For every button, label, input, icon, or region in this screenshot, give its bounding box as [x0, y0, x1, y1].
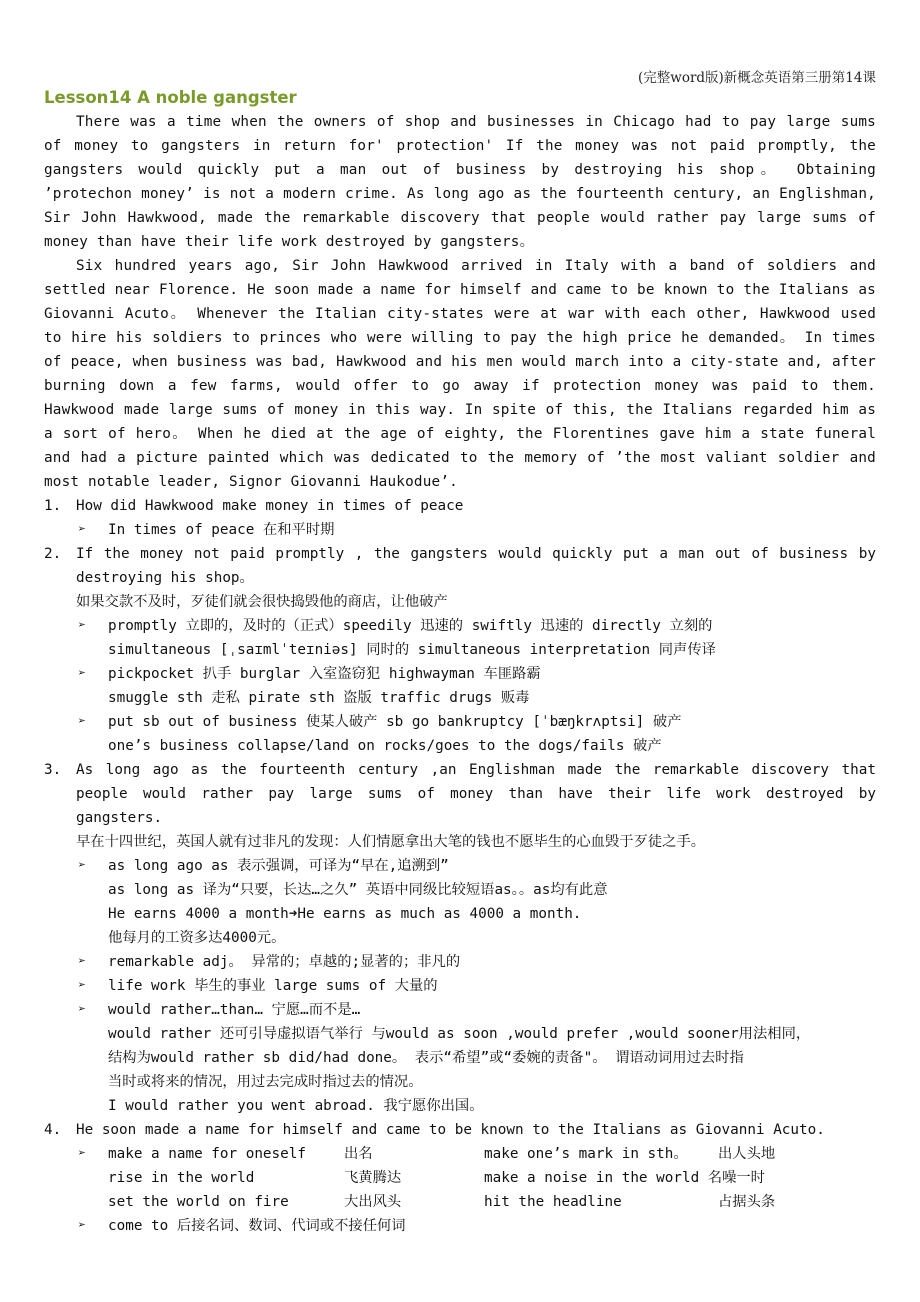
- question-number: 2.: [44, 546, 62, 562]
- phrase: set the world on fire: [108, 1194, 289, 1210]
- phrase: make a name for oneself: [108, 1146, 306, 1162]
- bullet-item: [44, 710, 876, 758]
- bullet-text: simultaneous [ˌsaɪmlˈteɪniəs] 同时的 simultaneous interpretation 同声传译: [108, 642, 716, 658]
- bullet-item: [44, 662, 876, 710]
- arrow-bullet-icon: ➢: [78, 858, 86, 873]
- bullet-item: [44, 854, 876, 950]
- document-header: (完整word版)新概念英语第三册第14课: [638, 70, 876, 86]
- bullet-item: [44, 1142, 876, 1214]
- question-text: How did Hawkwood make money in times of peace: [76, 498, 464, 514]
- phrase-meaning: 占据头条: [718, 1194, 776, 1210]
- bullet-text: He earns 4000 a month➜He earns as much as 4000 a month.: [108, 906, 582, 922]
- arrow-bullet-icon: ➢: [78, 618, 86, 633]
- question-4: [44, 1118, 876, 1142]
- question-text: He soon made a name for himself and came to be known to the Italians as Giovanni Acuto.: [76, 1122, 825, 1138]
- bullet-item: [44, 974, 876, 998]
- phrase: rise in the world: [108, 1170, 255, 1186]
- bullet-item: [44, 998, 876, 1118]
- phrase-meaning: 出人头地: [718, 1146, 776, 1162]
- bullet-text: would rather 还可引导虚拟语气举行 与would as soon ,would prefer ,would sooner用法相同，: [108, 1026, 811, 1042]
- bullet-text: smuggle sth 走私 pirate sth 盗版 traffic drugs 贩毒: [108, 690, 530, 706]
- bullet-item: [44, 1214, 876, 1238]
- question-2: [44, 542, 876, 614]
- bullet-text: as long as 译为“只要，长达…之久” 英语中同级比较短语as。。as均有此意: [108, 882, 608, 898]
- translation-text: 如果交款不及时，歹徒们就会很快捣毁他的商店，让他破产: [76, 594, 448, 610]
- bullet-text: 当时或将来的情况，用过去完成时指过去的情况。: [108, 1074, 423, 1090]
- arrow-bullet-icon: ➢: [78, 522, 86, 537]
- arrow-bullet-icon: ➢: [78, 666, 86, 681]
- bullet-text: 结构为would rather sb did/had done。 表示“希望”或“委婉的责备"。 谓语动词用过去时指: [108, 1050, 744, 1066]
- arrow-bullet-icon: ➢: [78, 978, 86, 993]
- bullet-text: would rather…than… 宁愿…而不是…: [108, 1002, 361, 1018]
- phrase-row: [108, 1190, 876, 1214]
- bullet-item: [44, 950, 876, 974]
- lesson-title: Lesson14 A noble gangster: [44, 88, 297, 107]
- paragraph-1: There was a time when the owners of shop and businesses in Chicago had to pay large sums of money to gangsters in return for' protection' If the money was not paid promptly, the gangsters would quickly put a man out of business by destroying his shop。 Obtaining ’protechon money’ is not a modern crime. As long ago as the fourteenth century, an Englishman, Sir John Hawkwood, made the remarkable discovery that people would rather pay large sums of money than have their life work destroyed by gangsters。: [44, 114, 876, 250]
- phrase: make one’s mark in sth。: [484, 1146, 688, 1162]
- bullet-text: In times of peace 在和平时期: [108, 522, 335, 538]
- arrow-bullet-icon: ➢: [78, 1002, 86, 1017]
- bullet-text: remarkable adj。 异常的；卓越的;显著的；非凡的: [108, 954, 461, 970]
- phrase-row: [108, 1166, 876, 1190]
- arrow-bullet-icon: ➢: [78, 1218, 86, 1233]
- question-number: 3.: [44, 762, 62, 778]
- document-body: [44, 64, 876, 1238]
- bullet-text: promptly 立即的，及时的（正式）speedily 迅速的 swiftly 迅速的 directly 立刻的: [108, 618, 713, 634]
- question-3: [44, 758, 876, 854]
- question-text: As long ago as the fourteenth century ,an Englishman made the remarkable discovery that people would rather pay large sums of money than have their life work destroyed by gangsters.: [76, 762, 876, 826]
- phrase-meaning: 大出风头: [344, 1194, 402, 1210]
- bullet-text: 他每月的工资多达4000元。: [108, 930, 286, 946]
- question-number: 1.: [44, 498, 62, 514]
- bullet-text: pickpocket 扒手 burglar 入室盗窃犯 highwayman 车匪路霸: [108, 666, 541, 682]
- bullet-text: put sb out of business 使某人破产 sb go bankruptcy [ˈbæŋkrʌptsi] 破产: [108, 714, 682, 730]
- question-1: [44, 494, 876, 518]
- arrow-bullet-icon: ➢: [78, 1146, 86, 1161]
- translation-text: 早在十四世纪，英国人就有过非凡的发现：人们情愿拿出大笔的钱也不愿毕生的心血毁于歹徒之手。: [76, 834, 706, 850]
- bullet-item: [44, 518, 876, 542]
- phrase: hit the headline: [484, 1194, 622, 1210]
- arrow-bullet-icon: ➢: [78, 954, 86, 969]
- bullet-text: one’s business collapse/land on rocks/goes to the dogs/fails 破产: [108, 738, 662, 754]
- question-number: 4.: [44, 1122, 62, 1138]
- phrase-row: [108, 1142, 876, 1166]
- bullet-text: as long ago as 表示强调，可译为“早在,追溯到”: [108, 858, 449, 874]
- bullet-text: life work 毕生的事业 large sums of 大量的: [108, 978, 438, 994]
- bullet-text: come to 后接名词、数词、代词或不接任何词: [108, 1218, 406, 1234]
- phrase-meaning: 出名: [344, 1146, 373, 1162]
- paragraph-2: Six hundred years ago, Sir John Hawkwood arrived in Italy with a band of soldiers and settled near Florence. He soon made a name for himself and came to be known to the Italians as Giovanni Acuto。 Whenever the Italian city-states were at war with each other, Hawkwood used to hire his soldiers to princes who were willing to pay the high price he demanded。 In times of peace, when business was bad, Hawkwood and his men would march into a city-state and, after burning down a few farms, would offer to go away if protection money was paid to them. Hawkwood made large sums of money in this way. In spite of this, the Italians regarded him as a sort of hero。 When he died at the age of eighty, the Florentines gave him a state funeral and had a picture painted which was dedicated to the memory of ’the most valiant soldier and most notable leader, Signor Giovanni Haukodue’.: [44, 258, 876, 490]
- bullet-text: I would rather you went abroad. 我宁愿你出国。: [108, 1098, 484, 1114]
- bullet-item: [44, 614, 876, 662]
- arrow-bullet-icon: ➢: [78, 714, 86, 729]
- question-text: If the money not paid promptly , the gangsters would quickly put a man out of business by destroying his shop。: [76, 546, 876, 586]
- phrase-meaning: 飞黄腾达: [344, 1170, 402, 1186]
- phrase: make a noise in the world 名噪一时: [484, 1170, 765, 1186]
